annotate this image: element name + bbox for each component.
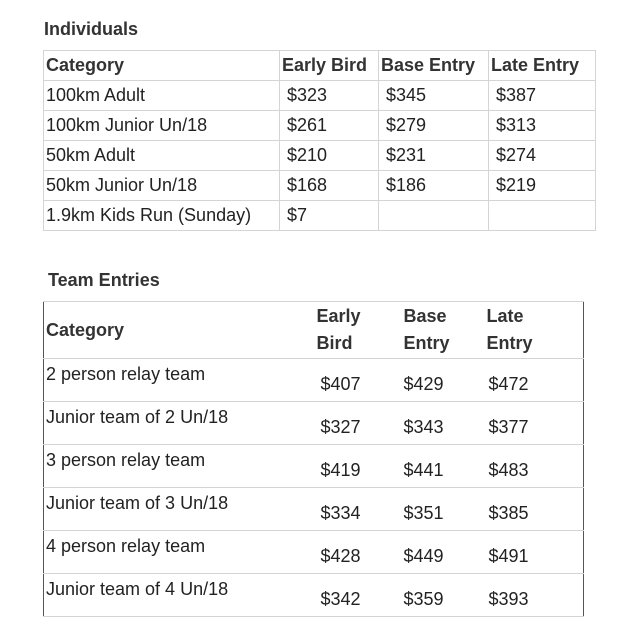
team-header-row [44,302,584,359]
table-row [44,574,584,617]
price-cell: $323 [280,81,379,111]
price-cell: $7 [280,201,379,231]
team-header-early-bird [307,302,394,359]
price-cell: $219 [489,171,596,201]
price-cell: $313 [489,111,596,141]
header-category: Category [44,51,280,81]
price-cell: $441 [394,445,482,488]
price-cell: $393 [482,574,584,617]
price-cell: $359 [394,574,482,617]
price-cell: $186 [379,171,489,201]
header-line: Late [486,306,524,326]
price-cell: $472 [482,359,584,402]
price-cell: $334 [307,488,394,531]
price-cell: $407 [307,359,394,402]
price-cell: $419 [307,445,394,488]
category-cell: 100km Adult [44,81,280,111]
table-row [44,141,596,171]
price-cell: $385 [482,488,584,531]
header-line: Bird [316,333,353,353]
price-cell: $491 [482,531,584,574]
category-cell: 50km Junior Un/18 [44,171,280,201]
price-cell: $279 [379,111,489,141]
header-early-bird: Early Bird [280,51,379,81]
price-cell [379,201,489,231]
category-cell: Junior team of 4 Un/18 [44,574,307,617]
header-line: Early [316,306,361,326]
price-cell: $261 [280,111,379,141]
table-row [44,171,596,201]
table-row [44,402,584,445]
team-entries-heading: Team Entries [48,270,160,290]
category-cell: 1.9km Kids Run (Sunday) [44,201,280,231]
table-row [44,201,596,231]
category-cell: 100km Junior Un/18 [44,111,280,141]
price-cell [489,201,596,231]
table-row [44,359,584,402]
team-entries-table [43,301,584,617]
header-late-entry: Late Entry [489,51,596,81]
team-header-late-entry [482,302,584,359]
individuals-header-row [44,51,596,81]
price-cell: $343 [394,402,482,445]
category-cell: 50km Adult [44,141,280,171]
header-line: Entry [403,333,450,353]
table-row [44,81,596,111]
header-line: Entry [486,333,533,353]
individuals-table [43,50,596,231]
price-cell: $274 [489,141,596,171]
header-base-entry: Base Entry [379,51,489,81]
price-cell: $210 [280,141,379,171]
price-cell: $483 [482,445,584,488]
table-row [44,111,596,141]
category-cell: Junior team of 3 Un/18 [44,488,307,531]
price-cell: $429 [394,359,482,402]
category-cell: 3 person relay team [44,445,307,488]
price-cell: $428 [307,531,394,574]
table-row [44,445,584,488]
price-cell: $327 [307,402,394,445]
header-line: Category [46,319,125,340]
table-row [44,488,584,531]
price-cell: $345 [379,81,489,111]
team-header-category [44,302,307,359]
table-row [44,531,584,574]
category-cell: Junior team of 2 Un/18 [44,402,307,445]
price-cell: $377 [482,402,584,445]
price-cell: $168 [280,171,379,201]
price-cell: $351 [394,488,482,531]
individuals-heading: Individuals [44,19,139,39]
team-header-base-entry [394,302,482,359]
category-cell: 2 person relay team [44,359,307,402]
category-cell: 4 person relay team [44,531,307,574]
price-cell: $387 [489,81,596,111]
price-cell: $342 [307,574,394,617]
price-cell: $231 [379,141,489,171]
header-line: Base [403,306,447,326]
price-cell: $449 [394,531,482,574]
